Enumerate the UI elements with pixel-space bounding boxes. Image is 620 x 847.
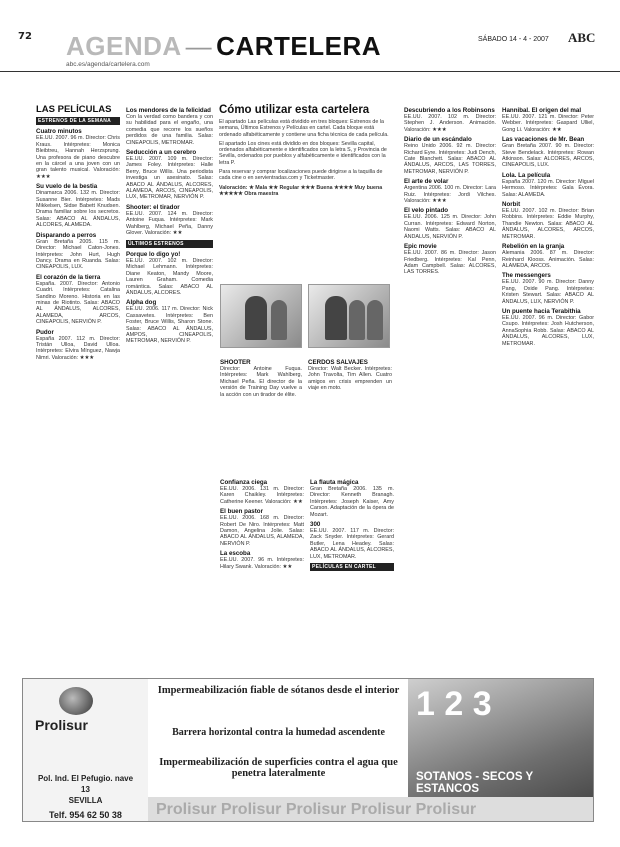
title-cartelera: CARTELERA [216,31,382,61]
film-body: EE.UU. 2007. 96 m. Director: Chris Kraus. Intérpretes: Monica Bleibtreu, Hannah Herzsprung. Una profesora de piano descubre en la cárcel a una joven con un gran talento musical. Valoración: ★★★ [36,135,120,180]
ad-address-line: Pol. Ind. El Pefugio. nave 13 [37,774,134,794]
title-agenda: AGENDA [66,31,182,61]
caption-body: Director: Walt Becker. Intérpretes: John Travolta, Tim Allen. Cuatro amigos en crisis emprenden un viaje en moto. [308,366,392,392]
film-body: EE.UU. 2006. 117 m. Director: Nick Cassavetes. Intérpretes: Ben Foster, Bruce Willis, Sharon Stone. Salas: ABACO AL ÁNDALUS, AMPOS, CINEAPOLIS, METROMAR, NERVIÓN P. [126,306,213,345]
page-number: 72 [18,31,32,42]
photo-caption-left [220,356,302,476]
film-title: Las vacaciones de Mr. Bean [502,136,585,144]
prolisur-logo-icon [59,687,93,715]
ad-headline: Barrera horizontal contra la humedad ascendente [172,727,385,738]
film-body: EE.UU. 2007. 90 m. Director: Danny Pang, Oxide Pang. Intérpretes: Kristen Stewart. Salas: ABACO AL ÁNDALUS, LUX, NERVIÓN P. [502,279,594,305]
film-body: EE.UU. 2007. 96 m. Director: Gabor Csupo. Intérpretes: Josh Hutcherson, AnnaSophia Robb. Salas: ABACO AL ÁNDALUS, ALCORES, LUX, METROMAR. [502,314,594,347]
usage-feature-box [219,104,392,244]
section-bar: PELÍCULAS EN CARTEL [310,563,394,571]
site-url[interactable]: abc.es/agenda/cartelera.com [66,61,150,68]
film-body: Con la verdad como bandera y con su habilidad para el engaño, una comedia que recorre los sueños perdidos de una familia. Salas: CINEAPOLIS, METROMAR. [126,114,213,146]
film-body: España. 2007. Director: Antonio Cuadri. Intérpretes: Catalina Sandino Moreno. Historia en las minas de Riotinto. Salas: ABACO AL ÁNDALUS, ALCORES, ALAMEDA, ARCOS, CINEAPOLIS, NERVIÓN P. [36,280,120,326]
film-title: El corazón de la tierra [36,273,101,281]
film-title: Lola. La película [502,171,551,179]
abc-logo: ABC [568,30,596,45]
cerdos-salvajes-photo [308,284,390,348]
column-1 [36,104,120,669]
issue-date: SÁBADO 14 - 4 - 2007 [478,36,549,43]
ad-address [33,773,138,821]
film-title: Epic movie [404,243,437,251]
page-header [0,0,620,78]
column-2 [126,104,213,669]
film-title: Porque lo digo yo! [126,250,181,258]
caption-title: SHOOTER [220,359,251,366]
film-body: EE.UU. 2007. 96 m. Intérpretes: Hilary Swank. Valoración: ★★ [220,557,304,570]
prolisur-advertisement[interactable] [22,678,594,822]
film-title: 300 [310,521,321,529]
film-title: Hannibal. El origen del mal [502,107,582,114]
ad-brand-name: Prolisur [35,717,88,733]
film-body: EE.UU. 2007. 86 m. Director: Jason Friedberg. Intérpretes: Kal Penn, Adam Campbell. Salas: ALCORES, LAS TORRES. [404,250,496,276]
film-title: Diario de un escándalo [404,136,472,144]
film-title: Cuatro minutos [36,128,82,136]
film-body: Gran Bretaña 2006. 135 m. Director: Kenneth Branagh. Intérpretes: Joseph Kaiser, Amy Carson. Adaptación de la ópera de Mozart. [310,486,394,518]
film-body: EE.UU. 2007. 109 m. Director: James Foley. Intérpretes: Halle Berry, Bruce Willis. Una periodista investiga un asesinato. Salas: ABACO AL ÁNDALUS, ALCORES, ALAMEDA, ARCOS, CINEAPOLIS, LUX, METROMAR, NERVIÓN P. [126,156,213,201]
film-title: Confianza ciega [220,479,268,486]
ad-city: SEVILLA [68,796,103,805]
film-title: Pudor [36,328,54,336]
ad-headline: Impermeabilización fiable de sótanos desde el interior [157,685,400,696]
film-body: Reino Unido 2006. 92 m. Director: Richard Eyre. Intérpretes: Judi Dench, Cate Blanchett. Salas: ABACO AL ÁNDALUS, ARCOS, LAS TORRES, METROMAR, NERVIÓN P. [404,143,496,175]
film-title: El arte de volar [404,178,449,186]
film-body: EE.UU. 2006. 131 m. Director: Karen Chaikley. Intérpretes: Catherine Keener. Valoración: ★★ [220,486,304,505]
film-body: EE.UU. 2007. 102 m. Director: Stephen J. Anderson. Animación. Valoración: ★★★ [404,114,496,133]
film-title: Seducción a un cerebro [126,149,197,157]
rating-legend: Valoración: ★ Mala ★★ Regular ★★★ Buena ★★★★ Muy buena ★★★★★ Obra maestra [219,184,383,197]
column-6 [502,104,594,669]
film-body: EE.UU. 2006. 168 m. Director: Robert De Niro. Intérpretes: Matt Damon, Angelina Jolie. Salas: ABACO AL ÁNDALUS, ALAMEDA, NERVIÓN P. [220,515,304,547]
film-body: Argentina 2006. 100 m. Director: Lara Ruiz. Intérpretes: Jordi Vilches. Valoración: ★★★ [404,185,496,205]
film-title: La escoba [220,550,251,558]
header-rule [0,71,620,72]
ad-slogan: SOTANOS - SECOS Y ESTANCOS [416,771,533,795]
caption-title: CERDOS SALVAJES [308,359,368,366]
film-body: Alemania 2006. 87 m. Director: Reinhard Klooss. Animación. Salas: ALAMEDA, ARCOS. [502,250,594,269]
ad-brand-strip: Prolisur Prolisur Prolisur Prolisur Prolisur [148,797,594,822]
film-body: EE.UU. 2007. 117 m. Director: Zack Snyder. Intérpretes: Gerard Butler, Lena Headey. Salas: ABACO AL ÁNDALUS, ALCORES, LUX, METROMAR. [310,528,394,560]
caption-body: Director: Antoine Fuqua. Intérpretes: Mark Wahlberg, Michael Peña. El director de la versión de Training Day vuelve a la acción con un tirador de élite. [220,366,302,398]
film-title: Un puente hacia Terabithia [502,307,581,315]
feature-paragraph: Para reservar y comprar localizaciones puede dirigirse a la taquilla de cada cine o en servientradas.com y Ticketmaster. [219,169,383,182]
ad-headline: Impermeabilización de superficies contra el agua que penetra lateralmente [159,757,398,779]
column-3 [220,476,304,666]
section-heading: LAS PELÍCULAS [36,104,112,115]
film-body: EE.UU. 2007. 121 m. Director: Peter Webber. Intérpretes: Gaspard Ulliel, Gong Li. Valoración: ★★ [502,114,594,133]
photo-caption-right [308,356,392,476]
film-title: The messengers [502,272,551,280]
film-photos [220,284,390,348]
film-body: Dinamarca 2006. 132 m. Director: Susanne Bier. Intérpretes: Mads Mikkelsen, Sidse Babett Knudsen. Drama familiar sobre los secretos. Salas: ABACO AL ÁNDALUS, ALCORES, ALAMEDA. [36,190,120,229]
film-title: La flauta mágica [310,479,359,486]
section-bar: ESTRENOS DE LA SEMANA [36,117,120,125]
film-body: EE.UU. 2007. 102 m. Director: Brian Robbins. Intérpretes: Eddie Murphy, Thandie Newton. Salas: ABACO AL ÁNDALUS, ALCORES, ARCOS, METROMAR. [502,208,594,240]
film-title: Los mendores de la felicidad [126,107,211,114]
shooter-photo [220,284,302,348]
film-body: EE.UU. 2007. 124 m. Director: Antoine Fuqua. Intérpretes: Mark Wahlberg, Michael Peña, Danny Glover. Valoración: ★★ [126,210,213,237]
film-body: EE.UU. 2006. 125 m. Director: John Curran. Intérpretes: Edward Norton, Naomi Watts. Salas: ABACO AL ÁNDALUS, NERVIÓN P. [404,214,496,240]
film-title: Norbit [502,201,521,209]
film-body: Gran Bretaña 2005. 115 m. Director: Michael Caton-Jones. Intérpretes: John Hurt, Hugh Dancy. Drama en Ruanda. Salas: CINEAPOLIS, LUX. [36,238,120,271]
ad-step-numbers: 1 2 3 [416,685,492,723]
ad-phone: Telf. 954 62 50 38 [49,810,122,820]
film-title: Disparando a perros [36,231,97,239]
film-body: España 2007. 112 m. Director: Tristán Ulloa, David Ulloa. Intérpretes: Elvira Mínguez, Nawja Nimri. Valoración: ★★★ [36,335,120,361]
film-title: Su vuelo de la bestia [36,183,98,191]
film-title: El velo pintado [404,207,449,215]
column-4 [310,476,394,666]
ad-brand-panel [23,679,148,822]
feature-title: Cómo utilizar esta cartelera [219,104,370,116]
film-title: El buen pastor [220,508,263,516]
film-body: Gran Bretaña 2007. 90 m. Director: Steve Bendelack. Intérpretes: Rowan Atkinson. Salas: ALCORES, ARCOS, CINEAPOLIS, LUX. [502,143,594,169]
film-body: EE.UU. 2007. 102 m. Director: Michael Lehmann. Intérpretes: Diane Keaton, Mandy Moore, Lauren Graham. Comedia romántica. Salas: ABACO AL ÁNDALUS, ALCORES. [126,257,213,296]
section-title [66,31,381,62]
film-title: Alpha dog [126,299,157,307]
section-bar: ÚLTIMOS ESTRENOS [126,240,213,248]
film-title: Shooter: el tirador [126,203,180,211]
film-title: Descubriendo a los Robinsons [404,107,495,114]
column-5 [404,104,496,669]
film-body: España 2007. 120 m. Director: Miguel Hermoso. Intérpretes: Gala Évora. Salas: ALAMEDA. [502,178,594,198]
feature-paragraph: El apartado Las películas está dividido en tres bloques: Estrenos de la semana, Últimos Estrenos y Películas en cartel. Cada bloque está ordenado alfabéticamente y contiene una ficha técnica de cada película. [219,119,389,138]
feature-paragraph: El apartado Los cines está dividido en dos bloques: Sevilla capital, ordenados alfabéticamente e identificados con la letra S, y Provincia de Sevilla, ordenados por pueblos y alfabéticamente e identificados con la letra P. [219,140,387,166]
title-dash: — [185,31,213,61]
film-title: Rebelión en la granja [502,243,565,251]
